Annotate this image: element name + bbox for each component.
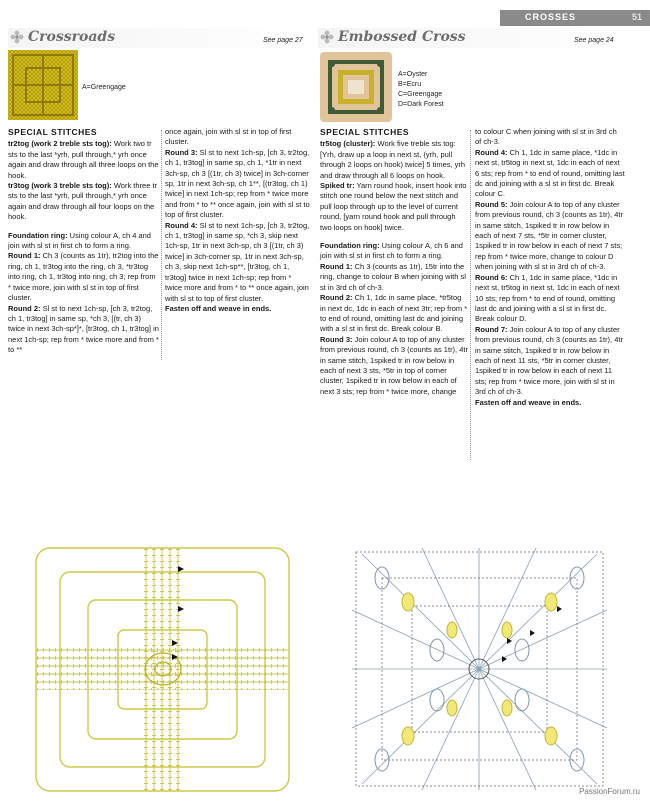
page-number: 51 (631, 12, 642, 22)
pattern-title-right: Embossed Cross (338, 29, 466, 45)
column-divider (470, 130, 471, 460)
round-instruction: Round 2: Sl st to next 1ch-sp, [ch 3, tr2tog, ch 1, tr3tog] in same sp, *ch 3, [(tr, ch 3) twice in next 3ch-sp*]*, [tr3tog, ch 1, tr3tog] in next 1ch-sp; rep from * twice more and from * to ** (8, 303, 159, 355)
section-title: CROSSES (524, 12, 576, 22)
text-column-right-2 (475, 127, 625, 408)
round-instruction: Round 4: Ch 1, 1dc in same place, *1dc in next st, tr5tog in next st, 1dc in each of next 6 sts; rep from * to end of round, omitting last dc and joining with a sl st in first dc. Break colour C. (475, 147, 625, 199)
legend-item: B=Ecru (398, 81, 422, 88)
swatch-crossroads (8, 50, 78, 120)
legend-right (398, 70, 444, 110)
round-instruction: Round 7: Join colour A to top of any cluster from previous round, ch 3 (counts as 1tr), 4tr in same stitch, 1spiked tr in row below in each of next 11 sts, *5tr in corner cluster, 1spiked tr in row below in each of next 11 sts; rep from * twice more, join with sl st in 3rd ch of ch-3. (475, 324, 623, 397)
embossed-cross-chart-diagram (342, 540, 617, 798)
text-column-right-1 (320, 127, 468, 397)
legend-item: D=Dark Forest (398, 101, 444, 108)
stitch-definition: tr2tog (work 2 treble sts tog): Work two tr sts to the last *yrh, pull through,* yrh once again and draw through all three loops on the hook. (8, 139, 159, 180)
legend-left (82, 83, 126, 93)
see-page-right: See page 24 (574, 37, 614, 44)
round-instruction: Foundation ring: Using colour A, ch 4 and join with sl st in first ch to form a ring. (8, 230, 151, 251)
round-instruction: Round 4: Sl st to next 1ch-sp, [ch 3, tr2tog, ch 1, tr3tog] in same sp, *ch 3, skip next 1ch-sp, 1tr in next 3ch-sp, ch 3 [(1tr, ch 3) twice] in 3ch-corner sp, 1tr in next 3ch-sp, ch 3, skip next 1ch-sp**, [tr3tog, ch 1, tr3tog] twice in next 1ch-sp; rep from * twice more and from * to ** once again, join with sl st to top of first cluster. (165, 220, 310, 303)
round-instruction: Round 5: Join colour A to top of any cluster from previous round, ch 3 (counts as 1tr), 4tr in same stitch, 1spiked tr in row below in each of next 7 sts, *5tr in corner cluster, 1spiked tr in row below in each of next 7 sts; rep from * twice more, change to colour D when joining with sl st in 3rd ch of ch-3. (475, 199, 623, 272)
title-flower-icon (320, 30, 334, 44)
legend-item: C=Greengage (398, 91, 443, 98)
round-instruction: Round 6: Ch 1, 1dc in same place, *1dc in next st, tr5tog in next st, 1dc in each of next 10 sts; rep from * to end of round, omitting last dc and joining with a sl st in first dc. Break colour D. (475, 272, 620, 324)
stitch-definition: tr5tog (cluster): Work five treble sts tog: [Yrh, draw up a loop in next st, (yrh, pull through 2 loops on hook) twice] 5 times, yrh and draw through all 6 loops on hook. (320, 139, 466, 180)
special-stitches-heading: SPECIAL STITCHES (320, 127, 410, 137)
fasten-off: Fasten off and weave in ends. (165, 303, 272, 313)
see-page-left: See page 27 (263, 37, 303, 44)
round-instruction: Round 2: Ch 1, 1dc in same place, *tr5tog in next dc, 1dc in each of next 3tr; rep from * to end of round, omitting last dc and joining with a sl st in first dc. Break colour B. (320, 293, 468, 334)
text-column-left-1 (8, 127, 160, 356)
column-divider (161, 130, 162, 360)
fasten-off: Fasten off and weave in ends. (475, 397, 582, 407)
round-instruction: Round 1: Ch 3 (counts as 1tr), 15tr into the ring, change to colour B when joining with sl st in 3rd ch of ch-3. (320, 261, 466, 292)
round-instruction: Round 3: Sl st to next 1ch-sp, [ch 3, tr2tog, ch 1, tr3tog] in same sp, ch 1, *1tr in next 3ch-sp, ch 3 [(1tr, ch 3) twice] in 3ch-corner sp, 1tr in next 3ch-sp, ch 1**, [(tr3tog, ch 1) twice] in next 1ch-sp; rep from * twice more and from * to ** once again, join with sl st to top of first cluster. (165, 147, 310, 220)
text-column-left-2 (165, 127, 310, 314)
legend-item: A=Greengage (82, 84, 126, 91)
stitch-definition: tr3tog (work 3 treble sts tog): Work three tr sts to the last *yrh, pull through,* yrh once again and draw through all four loops on the hook. (8, 181, 158, 222)
watermark: PassionForum.ru (579, 787, 640, 796)
round-instruction: Round 3: Join colour A to top of any cluster from previous round, ch 3 (counts as 1tr), 4tr in same stitch, 1spiked tr in row below in each of next 3 sts, *5tr in top of corner cluster, 1spiked tr in row below in each of next 3 sts; rep from * twice more, change (320, 334, 468, 396)
special-stitches-heading: SPECIAL STITCHES (8, 127, 98, 137)
swatch-embossed-cross (320, 52, 392, 122)
round-instruction: to colour C when joining with sl st in 3rd ch of ch-3. (475, 127, 617, 147)
round-instruction: Round 1: Ch 3 (counts as 1tr), tr2tog into the ring, ch 1, tr3tog into the ring, ch 3, *tr3tog into ring, ch 1, tr3tog into ring, ch 3; rep from * twice more, join with sl st in top of first cluster. (8, 251, 159, 303)
legend-item: A=Oyster (398, 71, 428, 78)
round-instruction: Foundation ring: Using colour A, ch 6 and join with sl st in first ch to form a ring. (320, 241, 463, 261)
round-instruction: once again, join with sl st in top of first cluster. (165, 127, 292, 147)
pattern-title-left: Crossroads (28, 29, 116, 45)
stitch-definition: Spiked tr: Yarn round hook, insert hook into stitch one round below the next stitch and pull loop through up to the level of current round, [yarn round hook and pull through two loops on hook] twice. (320, 181, 467, 232)
crossroads-chart-diagram (30, 542, 295, 797)
title-flower-icon (10, 30, 24, 44)
